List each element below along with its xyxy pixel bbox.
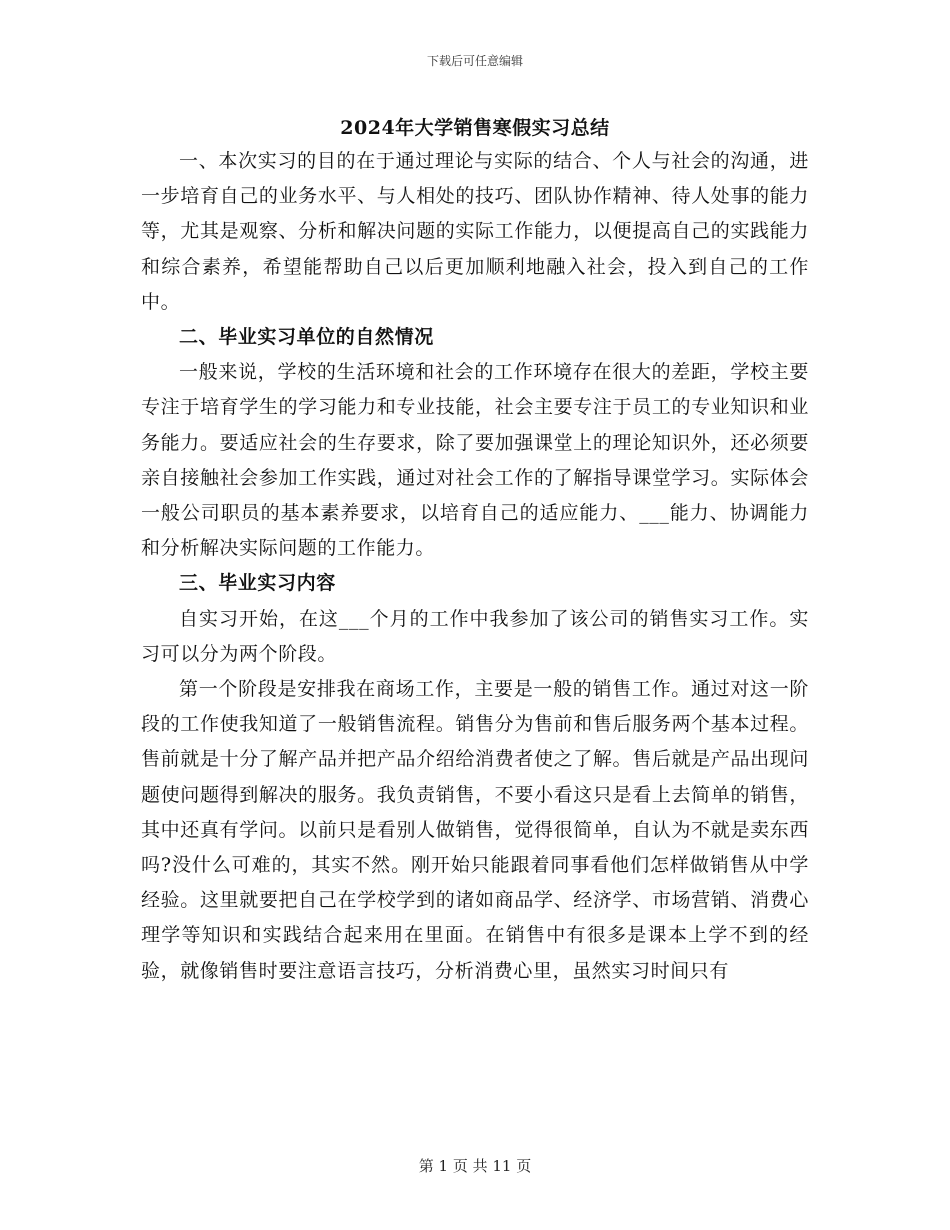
section-heading-content: 三、毕业实习内容 — [179, 572, 336, 595]
paragraph-unit: 一般来说，学校的生活环境和社会的工作环境存在很大的差距，学校主要专注于培育学生的学习能力和专业技能，社会主要专注于员工的专业知识和业务能力。要适应社会的生存要求，除了要加强课堂上的理论知识外，还必须要亲自接触社会参加工作实践，通过对社会工作的了解指导课堂学习。实际体会一般公司职员的基本素养要求，以培育自己的适应能力、___能力、协调能力和分析解决实际问题的工作能力。 — [141, 361, 809, 560]
paragraph-first-stage: 第一个阶段是安排我在商场工作，主要是一般的销售工作。通过对这一阶段的工作使我知道了一般销售流程。销售分为售前和售后服务两个基本过程。售前就是十分了解产品并把产品介绍给消费者使之了解。售后就是产品出现问题使问题得到解决的服务。我负责销售，不要小看这只是看上去简单的销售，其中还真有学问。以前只是看别人做销售，觉得很简单，自认为不就是卖东西吗?没什么可难的，其实不然。刚开始只能跟着同事看他们怎样做销售从中学经验。这里就要把自己在学校学到的诸如商品学、经济学、市场营销、消费心理学等知识和实践结合起来用在里面。在销售中有很多是课本上学不到的经验，就像销售时要注意语言技巧，分析消费心里，虽然实习时间只有 — [141, 678, 809, 982]
page-footer: 第 1 页 共 11 页 — [418, 1157, 532, 1175]
page-header: 下载后可任意编辑 — [426, 54, 523, 68]
document-body — [141, 112, 809, 989]
section-heading-unit: 二、毕业实习单位的自然情况 — [179, 326, 434, 349]
paragraph-purpose: 一、本次实习的目的在于通过理论与实际的结合、个人与社会的沟通，进一步培育自己的业务水平、与人相处的技巧、团队协作精神、待人处事的能力等，尤其是观察、分析和解决问题的实际工作能力，以便提高自己的实践能力和综合素养，希望能帮助自己以后更加顺利地融入社会，投入到自己的工作中。 — [141, 150, 809, 313]
paragraph-start: 自实习开始，在这___个月的工作中我参加了该公司的销售实习工作。实习可以分为两个阶段。 — [141, 607, 809, 665]
document-title: 2024年大学销售寒假实习总结 — [340, 117, 610, 139]
